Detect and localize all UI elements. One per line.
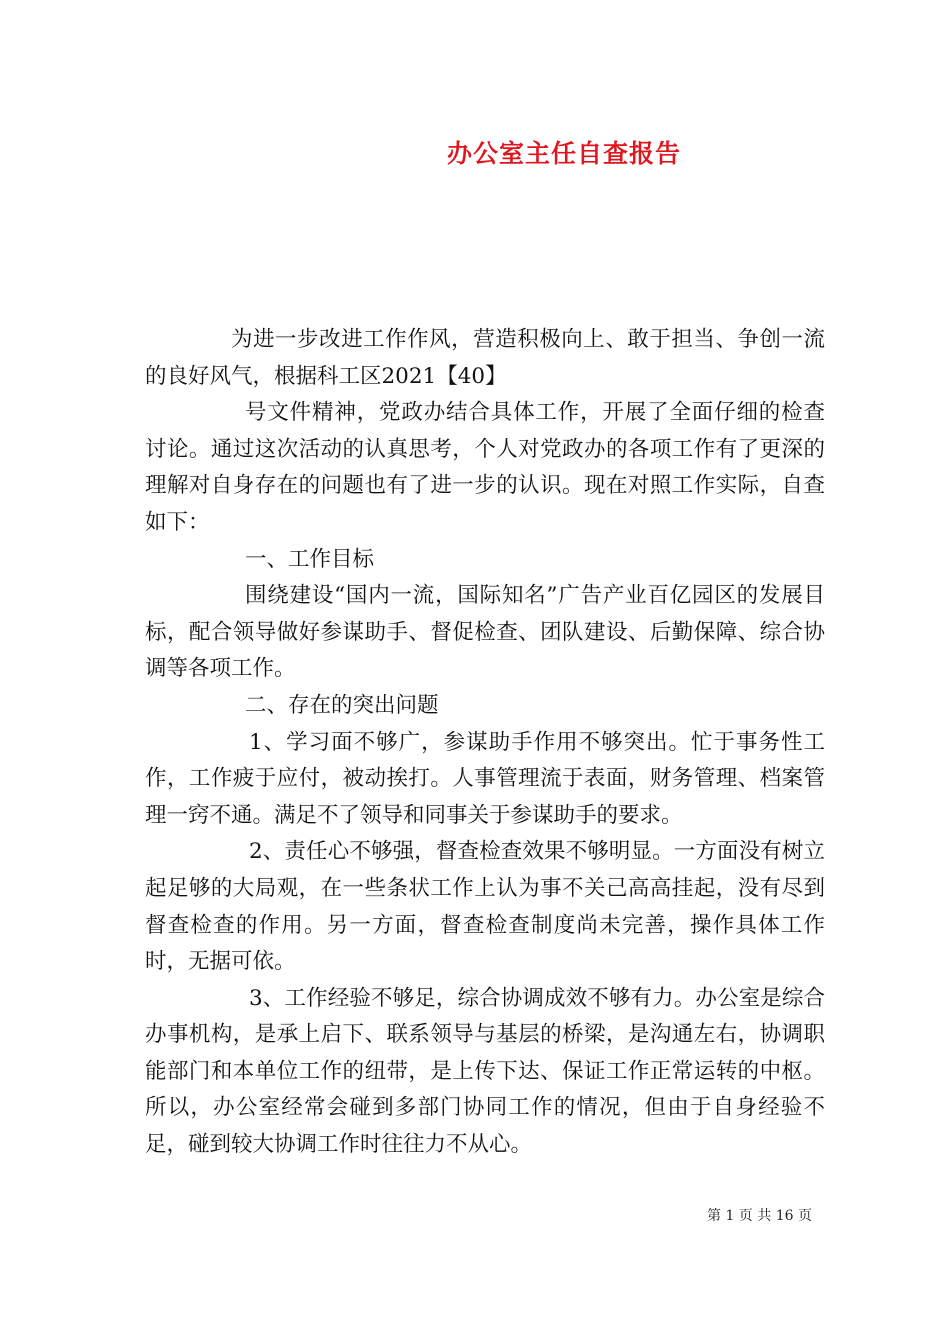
paragraph-problem-3: 3、工作经验不够足，综合协调成效不够有力。办公室是综合办事机构，是承上启下、联系领导与基层的桥梁，是沟通左右，协调职能部门和本单位工作的纽带，是上传下达、保证工作正常运转的中枢。所以，办公室经常会碰到多部门协同工作的情况，但由于自身经验不足，碰到较大协调工作时往往力不从心。 xyxy=(145,985,825,1158)
section-heading-goal: 一、工作目标 xyxy=(245,546,375,572)
paragraph-problem-2: 2、责任心不够强，督查检查效果不够明显。一方面没有树立起足够的大局观，在一些条状工作上认为事不关己高高挂起，没有尽到督查检查的作用。另一方面，督查检查制度尚未完善，操作具体工作时，无据可依。 xyxy=(145,839,825,975)
document-title: 办公室主任自查报告 xyxy=(446,139,681,168)
paragraph-intro: 为进一步改进工作作风，营造积极向上、敢于担当、争创一流的良好风气，根据科工区2021【40】 xyxy=(145,327,825,389)
paragraph-problem-1: 1、学习面不够广，参谋助手作用不够突出。忙于事务性工作，工作疲于应付，被动挨打。人事管理流于表面，财务管理、档案管理一窍不通。满足不了领导和同事关于参谋助手的要求。 xyxy=(145,729,825,828)
paragraph-intro-continued: 号文件精神，党政办结合具体工作，开展了全面仔细的检查讨论。通过这次活动的认真思考，个人对党政办的各项工作有了更深的理解对自身存在的问题也有了进一步的认识。现在对照工作实际，自查如下： xyxy=(145,400,825,535)
page-number: 第 1 页 共 16 页 xyxy=(707,1208,812,1224)
document-body xyxy=(145,322,825,1164)
section-heading-problems: 二、存在的突出问题 xyxy=(245,692,439,718)
paragraph-goal: 围绕建设“国内一流，国际知名”广告产业百亿园区的发展目标，配合领导做好参谋助手、督促检查、团队建设、后勤保障、综合协调等各项工作。 xyxy=(145,583,825,682)
